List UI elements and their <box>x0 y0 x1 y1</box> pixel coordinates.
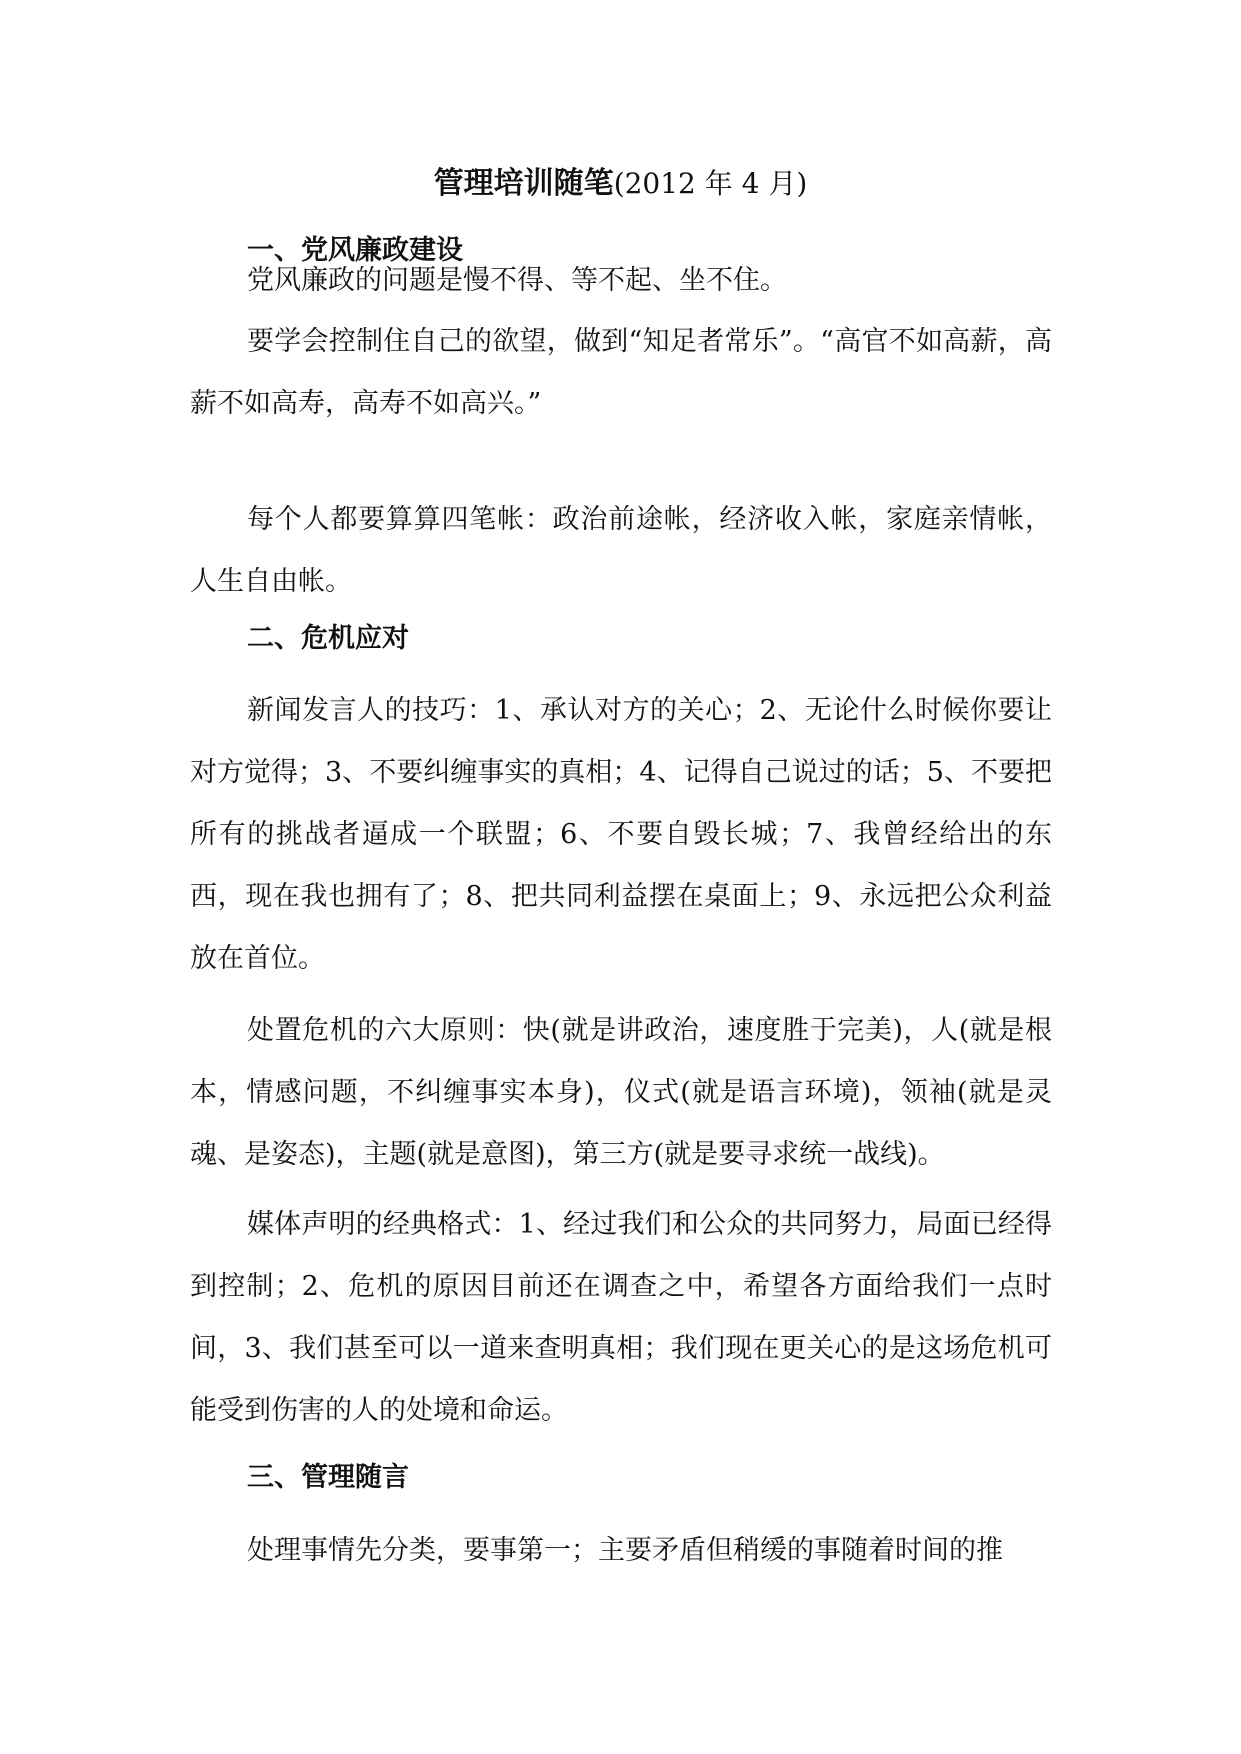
section-heading-3: 三、管理随言 <box>247 1462 409 1493</box>
paragraph: 要学会控制住自己的欲望，做到“知足者常乐”。“高官不如高薪，高薪不如高寿，高寿不如高兴。” <box>190 326 1052 419</box>
paragraph: 处置危机的六大原则：快(就是讲政治，速度胜于完美)，人(就是根本，情感问题，不纠缠事实本身)，仪式(就是语言环境)，领袖(就是灵魂、是姿态)，主题(就是意图)，第三方(就是要寻求统一战线)。 <box>190 1015 1052 1170</box>
section-heading-2: 二、危机应对 <box>247 623 409 654</box>
paragraph: 新闻发言人的技巧：1、承认对方的关心；2、无论什么时候你要让对方觉得；3、不要纠缠事实的真相；4、记得自己说过的话；5、不要把所有的挑战者逼成一个联盟；6、不要自毁长城；7、我曾经给出的东西，现在我也拥有了；8、把共同利益摆在桌面上；9、永远把公众利益放在首位。 <box>190 695 1052 974</box>
title-text: 管理培训随笔 <box>433 166 614 201</box>
paragraph: 处理事情先分类，要事第一；主要矛盾但稍缓的事随着时间的推 <box>247 1535 1003 1566</box>
section-heading-1: 一、党风廉政建设 <box>247 235 463 266</box>
paragraph: 每个人都要算算四笔帐：政治前途帐，经济收入帐，家庭亲情帐，人生自由帐。 <box>190 504 1052 597</box>
document-title <box>0 162 1241 205</box>
title-date: (2012 年 4 月) <box>613 167 808 200</box>
paragraph: 党风廉政的问题是慢不得、等不起、坐不住。 <box>247 265 787 296</box>
paragraph: 媒体声明的经典格式：1、经过我们和公众的共同努力，局面已经得到控制；2、危机的原因目前还在调查之中，希望各方面给我们一点时间，3、我们甚至可以一道来查明真相；我们现在更关心的是这场危机可能受到伤害的人的处境和命运。 <box>190 1209 1052 1426</box>
